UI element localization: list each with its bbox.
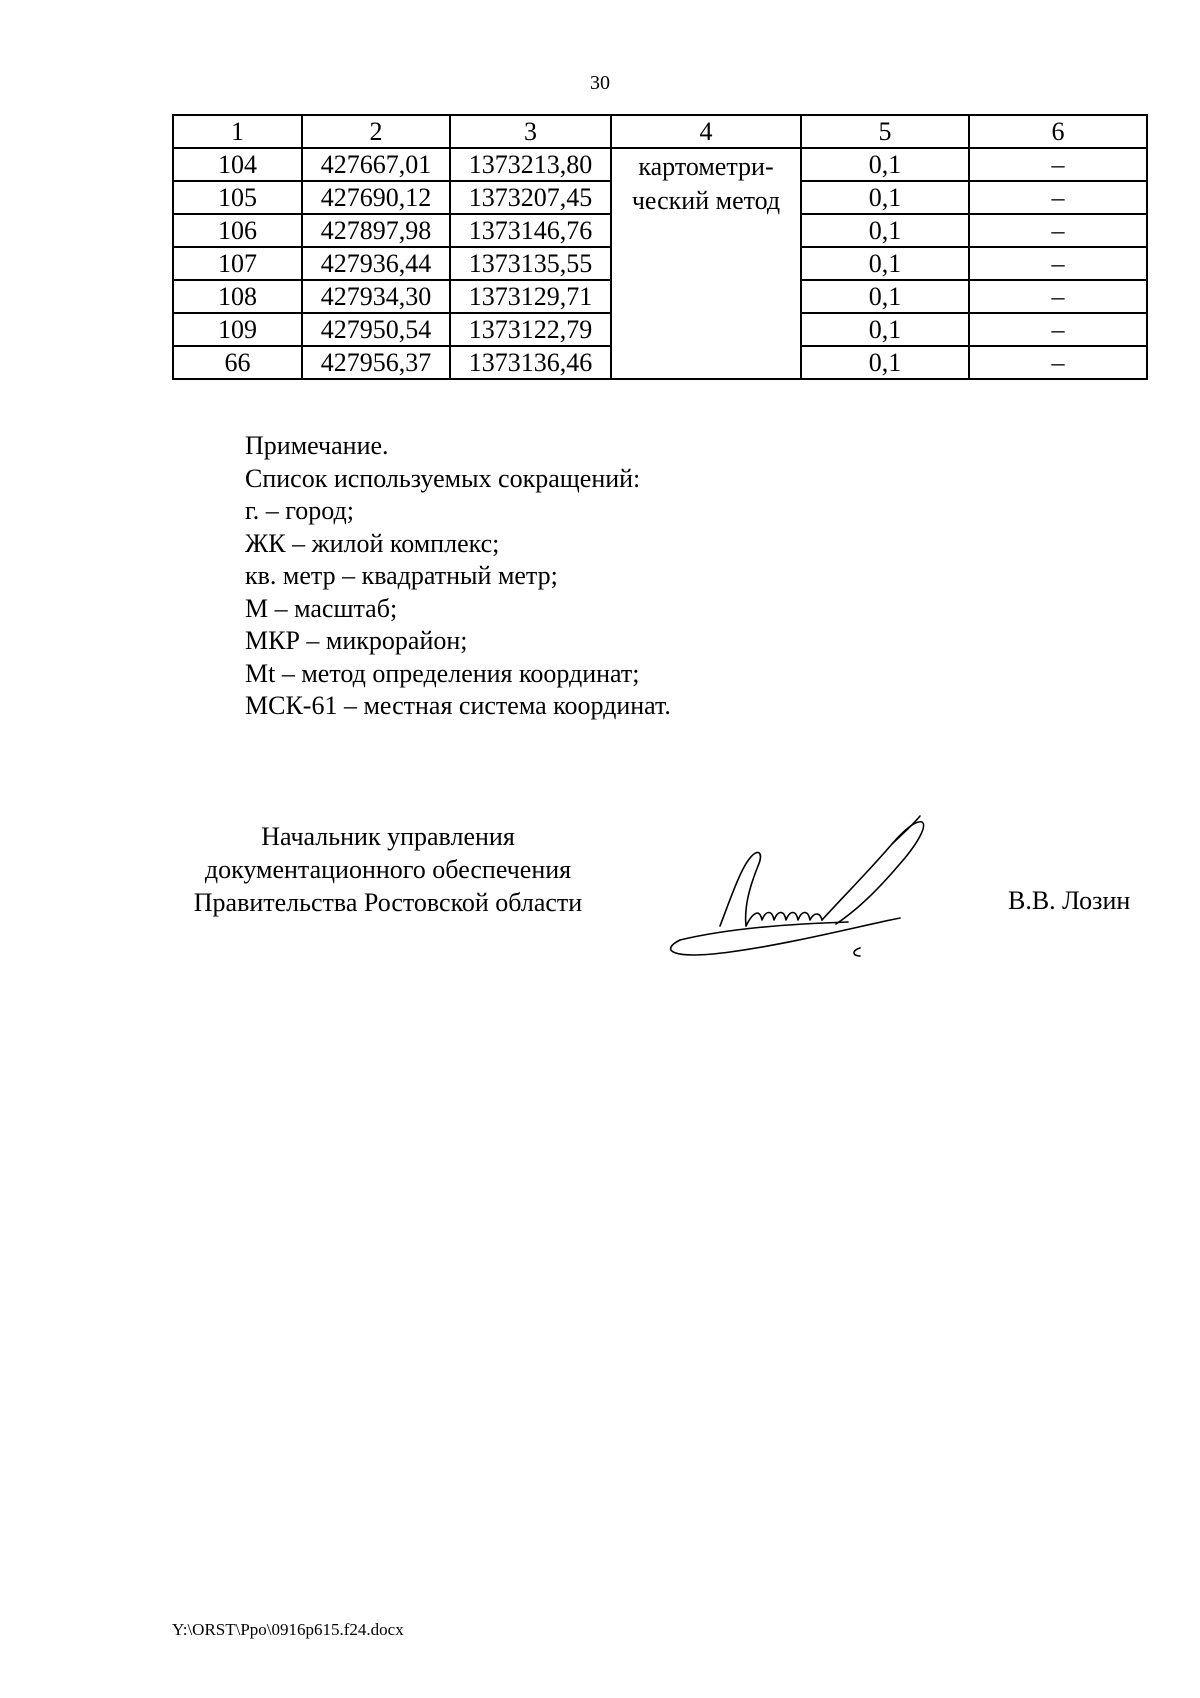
coord-y: 1373129,71 [450, 280, 611, 313]
abbreviation-item: ЖК – жилой комплекс; [245, 528, 500, 558]
coord-x: 427956,37 [302, 346, 450, 379]
header-cell: 2 [302, 115, 450, 148]
point-number: 106 [173, 214, 302, 247]
point-number: 104 [173, 148, 302, 181]
method-line: картометри- [638, 152, 774, 181]
header-cell: 6 [969, 115, 1147, 148]
description: – [969, 346, 1147, 379]
coord-x: 427934,30 [302, 280, 450, 313]
point-number: 109 [173, 313, 302, 346]
notes-subtitle: Список используемых сокращений: [245, 463, 641, 493]
header-cell: 5 [801, 115, 969, 148]
description: – [969, 247, 1147, 280]
method-cell [611, 148, 801, 379]
coord-y: 1373122,79 [450, 313, 611, 346]
abbreviation-item: кв. метр – квадратный метр; [245, 561, 558, 590]
accuracy: 0,1 [801, 346, 969, 379]
coord-x: 427690,12 [302, 181, 450, 214]
coord-y: 1373135,55 [450, 247, 611, 280]
position-line: Правительства Ростовской области [193, 888, 583, 917]
file-path-footer: Y:\ORST\Ppo\0916p615.f24.docx [172, 1620, 404, 1639]
signatory-position [168, 820, 608, 919]
page-number: 30 [590, 72, 610, 94]
coordinates-table [172, 114, 1148, 380]
table-header-row [173, 115, 1147, 148]
abbreviation-item: г. – город; [245, 496, 354, 525]
description: – [969, 181, 1147, 214]
point-number: 105 [173, 181, 302, 214]
notes-section [245, 430, 671, 723]
description: – [969, 148, 1147, 181]
abbreviation-item: МКР – микрорайон; [245, 626, 468, 655]
coord-x: 427897,98 [302, 214, 450, 247]
point-number: 108 [173, 280, 302, 313]
coord-x: 427936,44 [302, 247, 450, 280]
handwritten-signature [650, 800, 990, 960]
accuracy: 0,1 [801, 313, 969, 346]
notes-title: Примечание. [245, 431, 389, 460]
description: – [969, 214, 1147, 247]
accuracy: 0,1 [801, 181, 969, 214]
position-line: документационного обеспечения [204, 855, 572, 884]
accuracy: 0,1 [801, 280, 969, 313]
accuracy: 0,1 [801, 247, 969, 280]
accuracy: 0,1 [801, 214, 969, 247]
description: – [969, 313, 1147, 346]
point-number: 66 [173, 346, 302, 379]
abbreviation-item: МСК-61 – местная система координат. [245, 691, 671, 720]
coord-y: 1373207,45 [450, 181, 611, 214]
description: – [969, 280, 1147, 313]
method-line: ческий метод [631, 186, 781, 215]
coord-x: 427667,01 [302, 148, 450, 181]
abbreviation-item: М – масштаб; [245, 593, 398, 623]
header-cell: 4 [611, 115, 801, 148]
coord-y: 1373136,46 [450, 346, 611, 379]
table-row [173, 148, 1147, 181]
coord-y: 1373146,76 [450, 214, 611, 247]
header-cell: 1 [173, 115, 302, 148]
accuracy: 0,1 [801, 148, 969, 181]
abbreviation-item: Mt – метод определения координат; [245, 658, 640, 688]
coord-x: 427950,54 [302, 313, 450, 346]
position-line: Начальник управления [261, 822, 515, 851]
coord-y: 1373213,80 [450, 148, 611, 181]
signer-name: В.В. Лозин [1008, 886, 1131, 915]
header-cell: 3 [450, 115, 611, 148]
point-number: 107 [173, 247, 302, 280]
